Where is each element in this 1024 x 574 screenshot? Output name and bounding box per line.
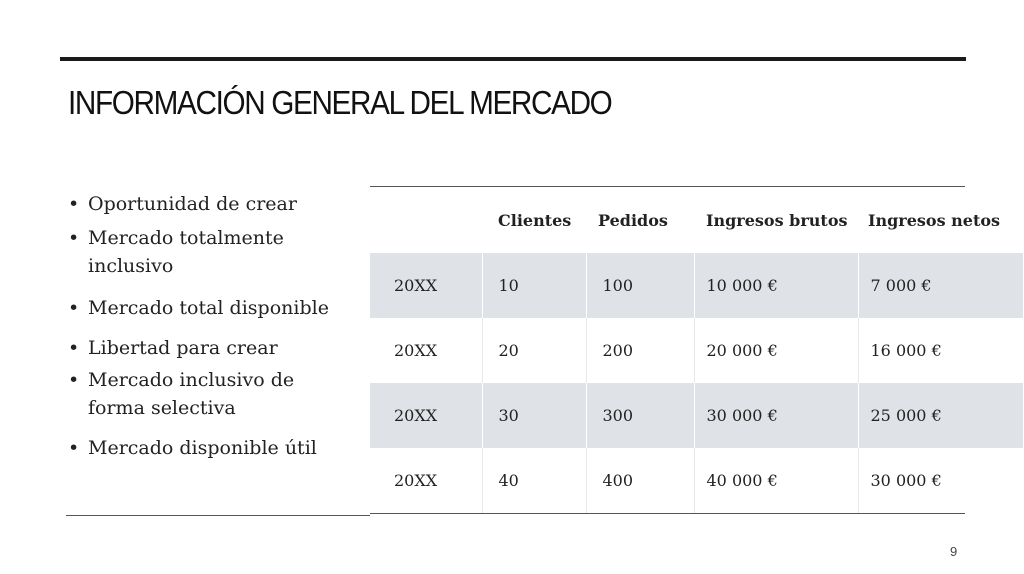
table-cell: 20XX [394, 471, 438, 490]
table-cell: 200 [586, 318, 694, 383]
table-cell: 20XX [394, 341, 438, 360]
table-cell: 10 000 € [694, 253, 858, 318]
bullet-list [66, 190, 356, 462]
table-header-row [370, 187, 1023, 253]
page-number: 9 [950, 544, 958, 559]
bullet-item: • Mercado totalmente inclusivo [66, 224, 288, 280]
header-cell-empty [370, 187, 482, 253]
header-cell-pedidos: Pedidos [598, 210, 668, 230]
table-cell: 100 [586, 253, 694, 318]
table-cell: 7 000 € [858, 253, 1023, 318]
data-table [370, 187, 1023, 513]
table-cell: 300 [586, 383, 694, 448]
table-cell: 20 [482, 318, 586, 383]
market-table [370, 186, 1001, 514]
bullet-item: • Mercado disponible útil [66, 434, 356, 462]
table-cell: 40 000 € [694, 448, 858, 513]
header-cell-ingresos-netos: Ingresos netos [868, 210, 1001, 230]
bullet-item: • Oportunidad de crear [66, 190, 356, 218]
table-cell: 30 [482, 383, 586, 448]
table-row [370, 253, 1023, 318]
table-cell: 25 000 € [858, 383, 1023, 448]
table-cell: 400 [586, 448, 694, 513]
bullet-item: • Libertad para crear [66, 334, 356, 362]
bullet-item: • Mercado total disponible [66, 294, 356, 322]
slide-title: INFORMACIÓN GENERAL DEL MERCADO [68, 84, 612, 121]
table-row [370, 448, 1023, 513]
table-cell: 20 000 € [694, 318, 858, 383]
top-rule [60, 57, 966, 61]
table-cell: 30 000 € [858, 448, 1023, 513]
header-cell-ingresos-brutos: Ingresos brutos [706, 210, 848, 230]
table-row [370, 383, 1023, 448]
bullet-item: • Mercado inclusivo de forma selectiva [66, 366, 308, 422]
table-cell: 16 000 € [858, 318, 1023, 383]
table-cell: 40 [482, 448, 586, 513]
table-cell: 20XX [370, 383, 482, 448]
table-cell: 10 [482, 253, 586, 318]
table-row [370, 318, 1023, 383]
table-cell: 30 000 € [694, 383, 858, 448]
header-cell-clientes: Clientes [498, 210, 572, 230]
table-cell: 20XX [370, 253, 482, 318]
bottom-rule [66, 515, 370, 516]
